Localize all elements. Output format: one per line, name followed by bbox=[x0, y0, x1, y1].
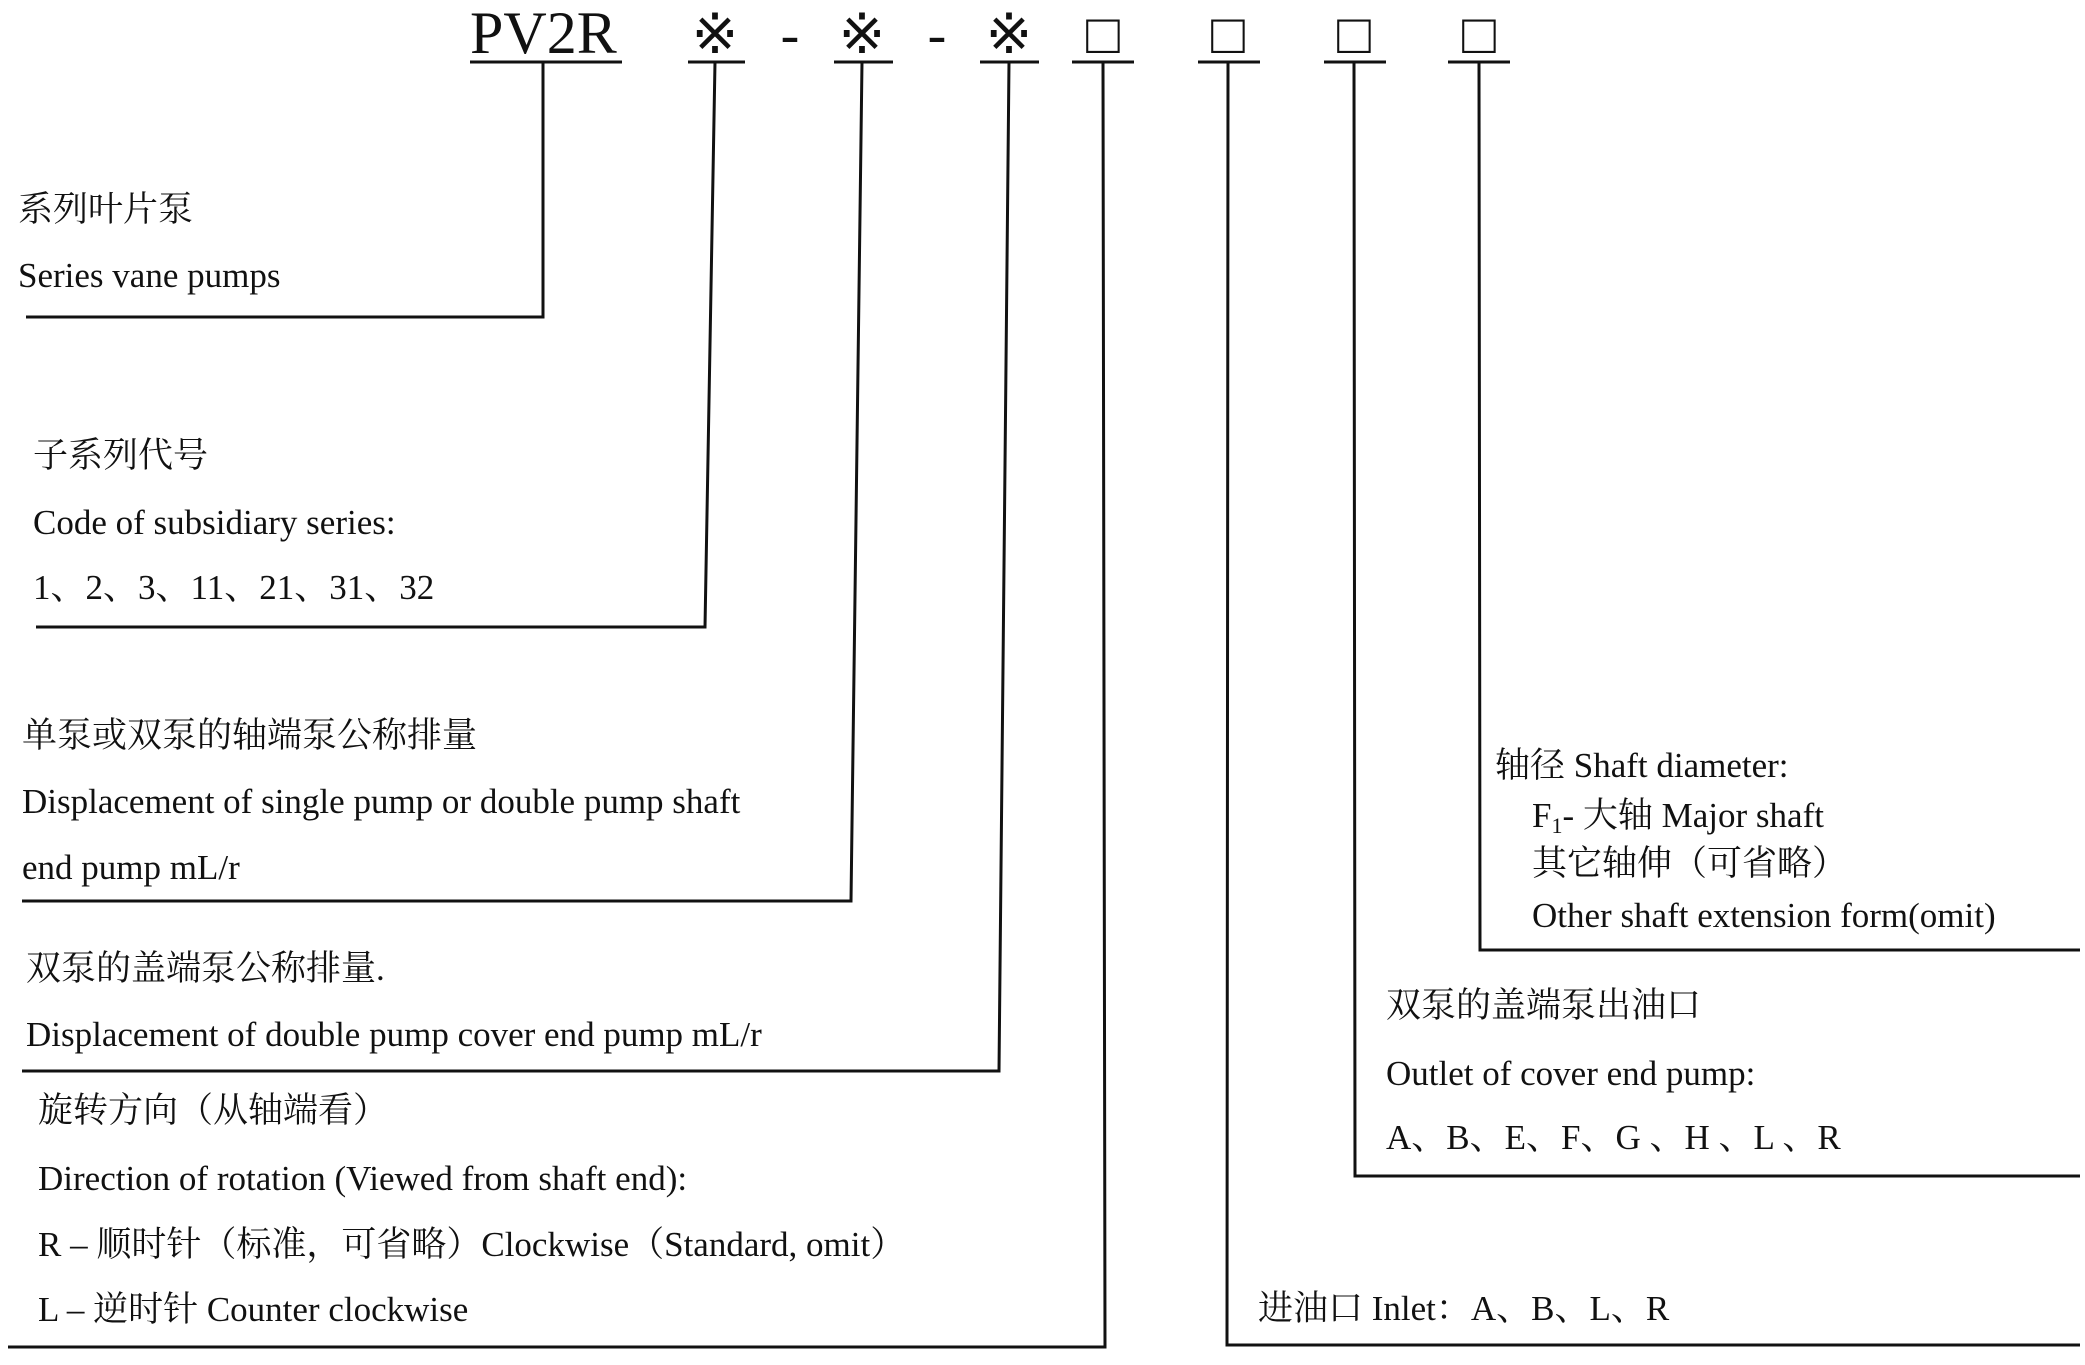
subseries-values: 1、2、3、11、21、31、32 bbox=[33, 568, 435, 607]
series-label-zh: 系列叶片泵 bbox=[18, 190, 194, 229]
shaft-f-subscript: 1 bbox=[1551, 813, 1563, 838]
cover-displacement-label-en: Displacement of double pump cover end pump mL/r bbox=[26, 1015, 762, 1054]
shaft-displacement-label-en-1: Displacement of single pump or double pump shaft bbox=[22, 782, 741, 821]
subseries-label-zh: 子系列代号 bbox=[33, 436, 209, 475]
cover-displacement-label-zh: 双泵的盖端泵公称排量. bbox=[26, 949, 385, 988]
code-separator-2: - bbox=[927, 4, 947, 66]
shaft-diameter-other-en: Other shaft extension form(omit) bbox=[1532, 896, 1996, 935]
code-box-outlet: □ bbox=[1337, 4, 1371, 66]
code-separator-1: - bbox=[780, 4, 800, 66]
inlet-label: 进油口 Inlet：A、B、L、R bbox=[1258, 1289, 1670, 1328]
rotation-label-en: Direction of rotation (Viewed from shaft end): bbox=[38, 1159, 688, 1198]
model-prefix: PV2R bbox=[470, 0, 617, 66]
leader-rotation bbox=[8, 62, 1105, 1347]
subseries-label-en: Code of subsidiary series: bbox=[33, 503, 396, 542]
shaft-displacement-label-zh: 单泵或双泵的轴端泵公称排量 bbox=[22, 716, 478, 755]
code-box-inlet: □ bbox=[1211, 4, 1245, 66]
code-symbol-cover-displacement: ※ bbox=[985, 4, 1033, 66]
outlet-label-en: Outlet of cover end pump: bbox=[1386, 1054, 1756, 1093]
shaft-f-letter: F bbox=[1532, 796, 1552, 835]
code-box-rotation: □ bbox=[1086, 4, 1120, 66]
outlet-label-zh: 双泵的盖端泵出油口 bbox=[1386, 986, 1702, 1025]
rotation-option-r: R – 顺时针（标准，可省略）Clockwise（Standard, omit） bbox=[38, 1225, 906, 1264]
series-label-en: Series vane pumps bbox=[18, 256, 281, 295]
shaft-diameter-f1-option bbox=[1532, 798, 1824, 837]
shaft-diameter-title: 轴径 Shaft diameter: bbox=[1495, 746, 1789, 785]
shaft-diameter-other-zh: 其它轴伸（可省略） bbox=[1532, 844, 1848, 883]
code-box-shaft: □ bbox=[1462, 4, 1496, 66]
rotation-label-zh: 旋转方向（从轴端看） bbox=[38, 1091, 389, 1130]
code-symbol-subseries: ※ bbox=[691, 4, 739, 66]
leader-subseries bbox=[36, 62, 715, 627]
shaft-displacement-label-en-2: end pump mL/r bbox=[22, 848, 240, 887]
rotation-option-l: L – 逆时针 Counter clockwise bbox=[38, 1290, 469, 1329]
leader-shaft-displacement bbox=[22, 62, 862, 901]
code-symbol-shaft-displacement: ※ bbox=[838, 4, 886, 66]
outlet-values: A、B、E、F、G 、H 、L 、R bbox=[1386, 1118, 1841, 1157]
shaft-f-description: - 大轴 Major shaft bbox=[1562, 796, 1824, 835]
